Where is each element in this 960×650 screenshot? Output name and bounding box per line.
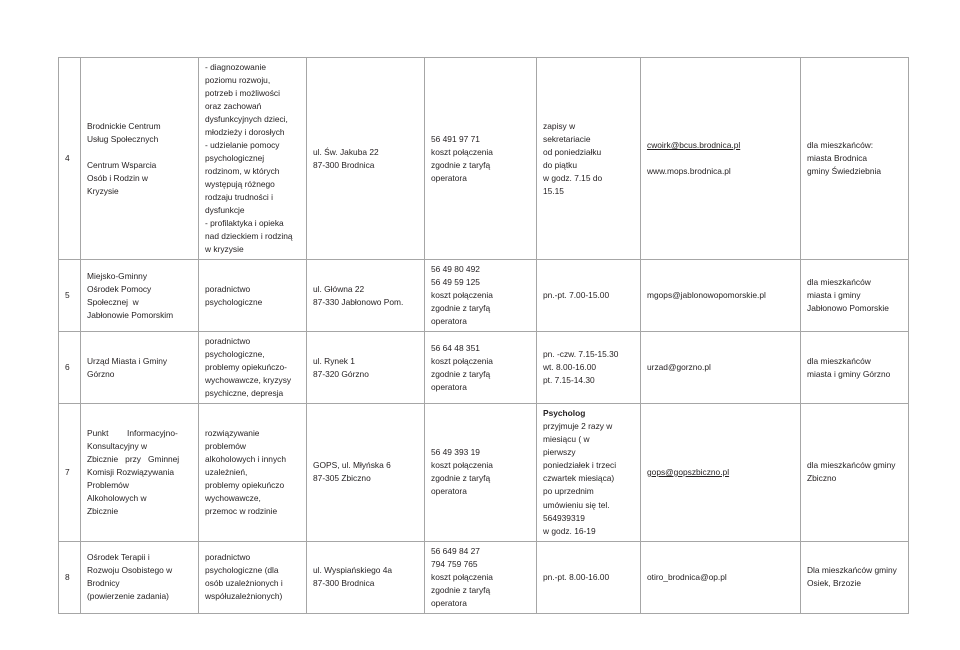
help-scope-text xyxy=(205,551,301,603)
service-area xyxy=(801,332,909,404)
text-line: operatora xyxy=(431,486,467,497)
text-line: dysfunkcje xyxy=(205,205,245,216)
text-line: Problemów xyxy=(87,479,129,490)
text-line: 564939319 xyxy=(543,512,585,523)
text-line: koszt połączenia xyxy=(431,355,493,366)
table-row xyxy=(59,58,909,260)
text-line: miasta i gminy Górzno xyxy=(807,368,891,379)
text-line: Kryzysie xyxy=(87,185,119,196)
text-line: Górzno xyxy=(87,368,115,379)
text-line: Psycholog xyxy=(543,408,586,419)
contact-text xyxy=(647,466,795,479)
opening-hours-text xyxy=(543,120,635,198)
address xyxy=(307,332,425,404)
address-text xyxy=(313,564,419,590)
text-line: występują różnego xyxy=(205,179,275,190)
text-line: Osób i Rodzin w xyxy=(87,172,148,183)
text-line: 87-300 Brodnica xyxy=(313,159,375,170)
contact-text xyxy=(647,571,795,584)
text-line: 794 759 765 xyxy=(431,558,478,569)
table-row xyxy=(59,332,909,404)
email-line xyxy=(647,139,795,152)
service-area xyxy=(801,541,909,613)
phone-number xyxy=(425,541,537,613)
text-line: ul. Wyspiańskiego 4a xyxy=(313,565,393,576)
text-line: koszt połączenia xyxy=(431,460,493,471)
text-line: psychologiczne xyxy=(205,296,263,307)
text-line: poradnictwo xyxy=(205,336,251,347)
website-line: www.mops.brodnica.pl xyxy=(647,166,731,177)
text-line: dla mieszkańców: xyxy=(807,140,874,151)
opening-hours xyxy=(537,404,641,541)
text-line: Zbicznie xyxy=(87,506,119,516)
text-line: czwartek miesiąca) xyxy=(543,473,615,484)
text-line: ul. Św. Jakuba 22 xyxy=(313,146,379,157)
text-line: poradnictwo xyxy=(205,552,251,563)
text-line: współuzależnionych) xyxy=(205,591,283,602)
institution-name-text xyxy=(87,427,193,518)
text-line: Zbiczno xyxy=(807,473,837,484)
help-scope-text xyxy=(205,335,301,400)
text-line: w godz. 16-19 xyxy=(543,525,596,536)
text-line: 56 49 59 125 xyxy=(431,277,480,288)
phone-number-text xyxy=(431,342,531,394)
text-line: osób uzależnionych i xyxy=(205,578,283,589)
help-scope-text xyxy=(205,283,301,309)
text-line: psychologiczne, xyxy=(205,349,265,360)
address xyxy=(307,260,425,332)
address-text xyxy=(313,459,419,485)
text-line: 87-305 Zbiczno xyxy=(313,473,371,484)
phone-number-text xyxy=(431,545,531,610)
help-scope xyxy=(199,541,307,613)
contact-cell xyxy=(641,541,801,613)
text-line: miesiącu ( w xyxy=(543,434,590,445)
text-line: alkoholowych i innych xyxy=(205,453,287,464)
services-table xyxy=(58,57,909,614)
text-line: od poniedziałku xyxy=(543,146,602,157)
text-line: zgodnie z taryfą xyxy=(431,159,491,170)
text-line: uzależnień, xyxy=(205,466,248,477)
text-line: pn.-pt. 7.00-15.00 xyxy=(543,290,610,301)
text-line: 87-320 Górzno xyxy=(313,368,369,379)
email-line: urzad@gorzno.pl xyxy=(647,362,711,373)
text-line: problemy opiekuńczo xyxy=(205,479,285,490)
text-line: - diagnozowanie xyxy=(205,62,266,72)
opening-hours xyxy=(537,58,641,260)
text-line: (powierzenie zadania) xyxy=(87,591,169,602)
text-line: dla mieszkańców xyxy=(807,355,871,366)
text-line: po uprzednim xyxy=(543,486,594,497)
text-line: poniedziałek i trzeci xyxy=(543,460,617,471)
text-line: pierwszy xyxy=(543,447,576,458)
text-line: Konsultacyjny w xyxy=(87,440,148,451)
phone-number xyxy=(425,404,537,541)
text-line: Brodnicy xyxy=(87,578,120,589)
help-scope-text xyxy=(205,61,301,256)
institution-name xyxy=(81,260,199,332)
text-line: - udzielanie pomocy xyxy=(205,140,280,151)
text-line: Brodnickie Centrum xyxy=(87,120,161,131)
text-line: przemoc w rodzinie xyxy=(205,506,278,516)
text-line: zgodnie z taryfą xyxy=(431,303,491,314)
text-line: pn.-pt. 8.00-16.00 xyxy=(543,571,610,582)
address xyxy=(307,404,425,541)
institution-name xyxy=(81,332,199,404)
contact-text xyxy=(647,289,795,302)
phone-number-text xyxy=(431,263,531,328)
text-line: 56 491 97 71 xyxy=(431,133,480,144)
text-line: młodzieży i dorosłych xyxy=(205,127,285,138)
text-line: rodzinom, w których xyxy=(205,166,280,177)
help-scope xyxy=(199,58,307,260)
text-line: koszt połączenia xyxy=(431,146,493,157)
text-line: gminy Świedziebnia xyxy=(807,166,882,177)
help-scope xyxy=(199,404,307,541)
text-line: Jabłonowo Pomorskie xyxy=(807,303,889,314)
text-line: operatora xyxy=(431,597,467,608)
address-text xyxy=(313,355,419,381)
text-line: w kryzysie xyxy=(205,244,244,255)
institution-name xyxy=(81,58,199,260)
phone-number xyxy=(425,260,537,332)
text-line: Ośrodek Terapii i xyxy=(87,552,150,563)
row-number: 7 xyxy=(59,404,81,541)
text-line: dla mieszkańców xyxy=(807,277,871,288)
text-line: oraz zachowań xyxy=(205,101,262,112)
service-area-text xyxy=(807,139,903,178)
phone-number-text xyxy=(431,446,531,498)
text-line: psychologicznej xyxy=(205,153,265,164)
text-line: potrzeb i możliwości xyxy=(205,88,280,99)
address-text xyxy=(313,283,419,309)
email-line: mgops@jablonowopomorskie.pl xyxy=(647,290,766,301)
text-line: nad dzieckiem i rodziną xyxy=(205,231,293,242)
text-line: przyjmuje 2 razy w xyxy=(543,421,613,432)
address xyxy=(307,58,425,260)
contact-text xyxy=(647,139,795,178)
text-line: zgodnie z taryfą xyxy=(431,368,491,379)
text-line: problemów xyxy=(205,440,246,451)
service-area xyxy=(801,260,909,332)
text-line: koszt połączenia xyxy=(431,571,493,582)
text-line: sekretariacie xyxy=(543,133,591,144)
row-number: 8 xyxy=(59,541,81,613)
contact-cell xyxy=(641,332,801,404)
institution-name-text xyxy=(87,120,193,198)
text-line: ul. Rynek 1 xyxy=(313,355,355,366)
text-line: operatora xyxy=(431,381,467,392)
contact-cell xyxy=(641,260,801,332)
text-line: Punkt Informacyjno- xyxy=(87,427,178,438)
text-line: miasta Brodnica xyxy=(807,153,868,164)
email-link[interactable]: gops@gopszbiczno.pl xyxy=(647,466,730,477)
table-row xyxy=(59,541,909,613)
text-line: 56 49 393 19 xyxy=(431,447,480,458)
opening-hours-text xyxy=(543,407,635,537)
email-line: otiro_brodnica@op.pl xyxy=(647,571,727,582)
text-line: Urząd Miasta i Gminy xyxy=(87,355,168,366)
text-line: Rozwoju Osobistego w xyxy=(87,565,173,576)
text-line: Społecznej w xyxy=(87,296,139,307)
contact-text xyxy=(647,361,795,374)
text-line: Osiek, Brzozie xyxy=(807,578,861,589)
institution-name xyxy=(81,541,199,613)
service-area-text xyxy=(807,276,903,315)
text-line: psychiczne, depresja xyxy=(205,388,284,399)
table-row xyxy=(59,404,909,541)
text-line: wt. 8.00-16.00 xyxy=(543,362,597,373)
row-number: 5 xyxy=(59,260,81,332)
help-scope xyxy=(199,332,307,404)
text-line: 56 49 80 492 xyxy=(431,264,480,275)
text-line: Centrum Wsparcia xyxy=(87,159,157,170)
text-line: wychowawcze, xyxy=(205,492,261,503)
opening-hours xyxy=(537,260,641,332)
text-line: operatora xyxy=(431,316,467,327)
service-area xyxy=(801,404,909,541)
text-line: 56 649 84 27 xyxy=(431,545,480,556)
text-line: - profilaktyka i opieka xyxy=(205,218,284,229)
service-area-text xyxy=(807,564,903,590)
text-line: poradnictwo xyxy=(205,283,251,294)
phone-number xyxy=(425,58,537,260)
text-line: operatora xyxy=(431,172,467,183)
contact-cell xyxy=(641,58,801,260)
email-link[interactable]: cwoirk@bcus.brodnica.pl xyxy=(647,140,741,151)
text-line: Jabłonowie Pomorskim xyxy=(87,309,174,320)
text-line: problemy opiekuńczo- xyxy=(205,362,287,373)
text-line: Dla mieszkańców gminy xyxy=(807,565,897,576)
text-line: Ośrodek Pomocy xyxy=(87,283,152,294)
text-line: do piątku xyxy=(543,159,577,170)
text-line: Zbicznie przy Gminnej xyxy=(87,453,180,464)
text-line: 56 64 48 351 xyxy=(431,342,480,353)
text-line: wychowawcze, kryzysy xyxy=(205,375,292,386)
address-text xyxy=(313,146,419,172)
text-line: Alkoholowych w xyxy=(87,492,147,503)
text-line: rodzaju trudności i xyxy=(205,192,273,203)
opening-hours-text xyxy=(543,289,635,302)
text-line: miasta i gminy xyxy=(807,290,861,301)
text-line: pn. -czw. 7.15-15.30 xyxy=(543,349,619,360)
institution-name-text xyxy=(87,355,193,381)
row-number: 6 xyxy=(59,332,81,404)
text-line: Miejsko-Gminny xyxy=(87,270,148,281)
opening-hours-text xyxy=(543,348,635,387)
email-line xyxy=(647,466,795,479)
service-area-text xyxy=(807,355,903,381)
phone-number-text xyxy=(431,133,531,185)
text-line: psychologiczne (dla xyxy=(205,565,279,576)
text-line: dysfunkcyjnych dzieci, xyxy=(205,114,288,125)
opening-hours xyxy=(537,332,641,404)
institution-name-text xyxy=(87,551,193,603)
text-line: w godz. 7.15 do xyxy=(543,172,603,183)
institution-name xyxy=(81,404,199,541)
service-area xyxy=(801,58,909,260)
table-row xyxy=(59,260,909,332)
text-line: pt. 7.15-14.30 xyxy=(543,375,595,386)
text-line: GOPS, ul. Młyńska 6 xyxy=(313,460,391,471)
table-body xyxy=(59,58,909,614)
text-line: zgodnie z taryfą xyxy=(431,584,491,595)
contact-cell xyxy=(641,404,801,541)
text-line: 87-300 Brodnica xyxy=(313,578,375,589)
text-line: koszt połączenia xyxy=(431,290,493,301)
text-line: dla mieszkańców gminy xyxy=(807,460,896,471)
opening-hours-text xyxy=(543,571,635,584)
help-scope xyxy=(199,260,307,332)
text-line: rozwiązywanie xyxy=(205,427,260,438)
help-scope-text xyxy=(205,427,301,518)
text-line: umówieniu się tel. xyxy=(543,499,610,510)
institution-name-text xyxy=(87,270,193,322)
address xyxy=(307,541,425,613)
text-line xyxy=(87,146,193,159)
text-line: Usług Społecznych xyxy=(87,133,159,144)
text-line: 15.15 xyxy=(543,185,564,196)
spacer-line xyxy=(647,152,795,165)
service-area-text xyxy=(807,459,903,485)
text-line: poziomu rozwoju, xyxy=(205,75,271,86)
text-line: ul. Główna 22 xyxy=(313,283,365,294)
text-line: zgodnie z taryfą xyxy=(431,473,491,484)
text-line: Komisji Rozwiązywania xyxy=(87,466,175,477)
text-line: 87-330 Jabłonowo Pom. xyxy=(313,296,404,307)
opening-hours xyxy=(537,541,641,613)
row-number: 4 xyxy=(59,58,81,260)
text-line: zapisy w xyxy=(543,120,576,131)
phone-number xyxy=(425,332,537,404)
